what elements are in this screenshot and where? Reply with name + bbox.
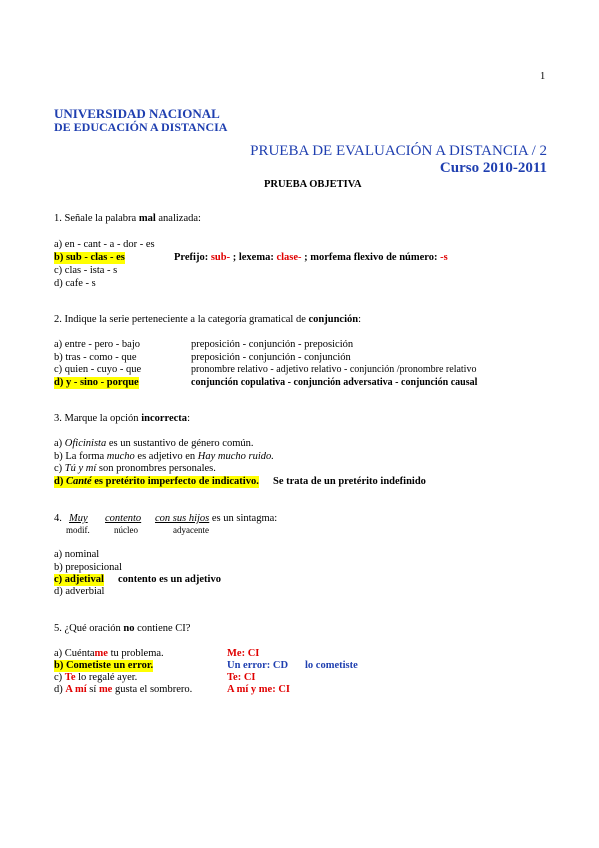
q3-option-b: b) La forma mucho es adjetivo en Hay mucho ruido. (54, 451, 274, 462)
q5-option-b-note-cd: Un error: CD (227, 660, 289, 671)
q5-option-d-note: A mí y me: CI (227, 684, 290, 695)
q4-phrase: con sus hijos es un sintagma: (155, 513, 278, 524)
q3-option-d-note: Se trata de un pretérito indefinido (273, 476, 426, 487)
q4-number: 4. (54, 513, 62, 524)
q2-option-a: a) entre - pero - bajo (54, 339, 140, 350)
question-5: 5. ¿Qué oración no contiene CI? (54, 623, 191, 634)
q4-word-contento: contento (105, 513, 142, 524)
q4-option-d: d) adverbial (54, 586, 105, 597)
question-1: 1. Señale la palabra mal analizada: (54, 213, 201, 224)
q4-label-modif: modif. (66, 525, 90, 535)
q5-option-b: b) Cometiste un error. (54, 660, 154, 671)
q1-option-a: a) en - cant - a - dor - es (54, 239, 155, 250)
question-2: 2. Indique la serie perteneciente a la categoría gramatical de conjunción: (54, 314, 362, 325)
question-3: 3. Marque la opción incorrecta: (54, 413, 190, 424)
q4-option-c-note: contento es un adjetivo (118, 574, 221, 585)
q4-label-nucleo: núcleo (114, 525, 138, 535)
university-name-line2: DE EDUCACIÓN A DISTANCIA (54, 120, 228, 134)
q4-label-adyacente: adyacente (173, 525, 209, 535)
q5-option-b-note-lo: lo cometiste (305, 660, 358, 671)
q4-word-muy: Muy (69, 513, 88, 524)
q1-option-c: c) clas - ista - s (54, 265, 118, 276)
q2-option-c-desc: pronombre relativo - adjetivo relativo - conjunción /pronombre relativo (191, 364, 477, 375)
page-number: 1 (540, 71, 546, 82)
q2-option-b-desc: preposición - conjunción - conjunción (191, 352, 351, 363)
exam-subtitle: PRUEBA OBJETIVA (264, 179, 362, 190)
q5-option-c: c) Te lo regalé ayer. (54, 672, 138, 683)
q3-option-a: a) Oficinista es un sustantivo de género común. (54, 438, 254, 449)
q5-option-c-note: Te: CI (227, 672, 256, 683)
q2-option-a-desc: preposición - conjunción - preposición (191, 339, 354, 350)
q2-option-d-desc: conjunción copulativa - conjunción adversativa - conjunción causal (191, 377, 478, 388)
q5-option-a-note: Me: CI (227, 648, 260, 659)
q4-option-b: b) preposicional (54, 562, 122, 573)
q3-option-d: d) Canté es pretérito imperfecto de indicativo. (54, 476, 259, 487)
q4-option-c: c) adjetival (54, 574, 104, 585)
q5-option-d: d) A mí sí me gusta el sombrero. (54, 684, 193, 695)
university-name-line1: UNIVERSIDAD NACIONAL (54, 106, 220, 121)
q1-option-b-note: Prefijo: sub- ; lexema: clase- ; morfema flexivo de número: -s (174, 252, 448, 263)
q3-option-c: c) Tú y mí son pronombres personales. (54, 463, 216, 474)
q2-option-d: d) y - sino - porque (54, 377, 139, 388)
exam-title: PRUEBA DE EVALUACIÓN A DISTANCIA / 2 (250, 143, 547, 159)
q1-option-d: d) cafe - s (54, 278, 96, 289)
q5-option-a: a) Cuéntame tu problema. (54, 648, 164, 659)
course-year: Curso 2010-2011 (439, 160, 547, 176)
q4-option-a: a) nominal (54, 549, 100, 560)
q2-option-b: b) tras - como - que (54, 352, 137, 363)
q1-option-b: b) sub - clas - es (54, 252, 125, 263)
q2-option-c: c) quien - cuyo - que (54, 364, 142, 375)
